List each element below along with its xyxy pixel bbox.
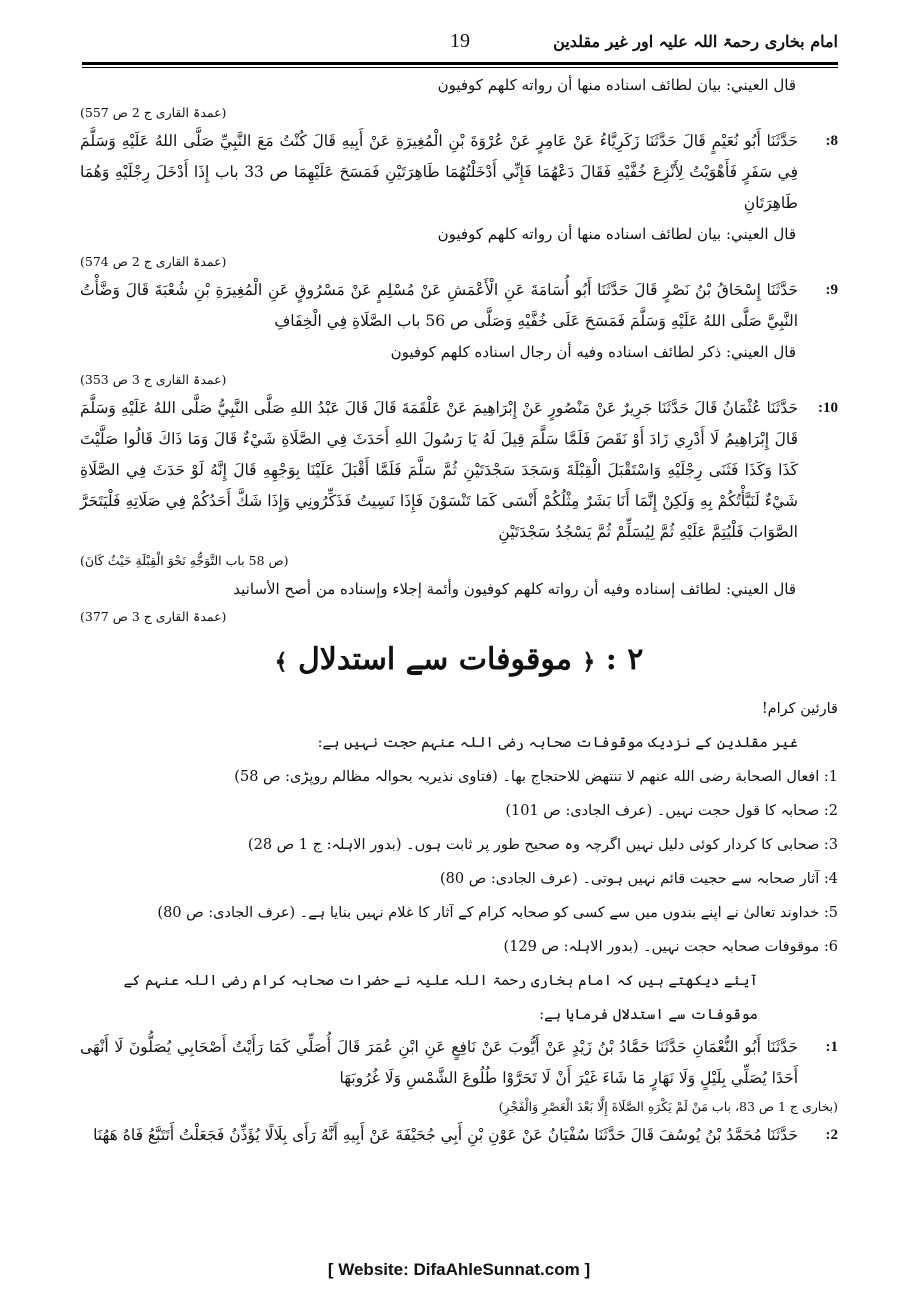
hadith-text: حَدَّثَنَا إِسْحَاقُ بْنُ نَصْرٍ قَالَ حَدَّثَنَا أَبُو أُسَامَةَ عَنِ الْأَعْمَشِ عَنْ مُسْلِمٍ عَنْ مَسْرُوقٍ عَنِ الْمُغِيرَةِ بْنِ شُعْبَةَ قَالَ وَضَّأْتُ النَّبِيَّ صَلَّى اللهُ عَلَيْهِ وَسَلَّمَ فَمَسَحَ عَلَى خُفَّيْهِ وَصَلَّى ص 56 باب الصَّلَاةِ فِي الْخِفَافِ <box>80 281 798 330</box>
reference: (عمدۃ القاری ج 3 ص 377) <box>80 609 227 624</box>
header-rule-thin <box>82 67 838 68</box>
transition-text: آیئے دیکھتے ہیں کہ امام بخاری رحمۃ اللہ علیہ نے حضرات صحابہ کرام رضی اللہ عنہم کے موقوفات سے استدلال فرمایا ہے: <box>123 973 758 1023</box>
ayni-commentary: قال العيني: بيان لطائف اسناده منها أن رواته كلهم كوفيون <box>437 225 796 243</box>
reference: (عمدۃ القاری ج 2 ص 557) <box>80 105 227 120</box>
reference: (عمدۃ القاری ج 2 ص 574) <box>80 254 227 269</box>
website-footer: [ Website: DifaAhleSunnat.com ] <box>327 1260 591 1279</box>
hadith-text: حَدَّثَنَا أَبُو نُعَيْمٍ قَالَ حَدَّثَنَا زَكَرِيَّاءُ عَنْ عَامِرٍ عَنْ عُرْوَةَ بْنِ الْمُغِيرَةِ عَنْ أَبِيهِ قَالَ كُنْتُ مَعَ النَّبِيِّ صَلَّى اللهُ عَلَيْهِ وَسَلَّمَ فِي سَفَرٍ فَأَهْوَيْتُ لِأَنْزِعَ خُفَّيْهِ فَقَالَ دَعْهُمَا فَإِنِّي أَدْخَلْتُهُمَا طَاهِرَتَيْنِ فَمَسَحَ عَلَيْهِمَا ص 33 باب إِذَا أَدْخَلَ رِجْلَيْهِ وَهُمَا طَاهِرَتَانِ <box>80 132 798 212</box>
hadith-number: 9: <box>825 282 838 298</box>
page-header <box>82 30 838 60</box>
athar-number: 2: <box>825 1127 838 1143</box>
page-body <box>80 70 838 1151</box>
section-number: ۲ : <box>605 642 644 677</box>
point-item: 2: صحابہ کا قول حجت نہیں۔ (عرف الجادی: ص 101) <box>505 803 838 819</box>
point-item: 4: آثار صحابہ سے حجیت قائم نہیں ہوتی۔ (عرف الجادی: ص 80) <box>439 871 838 887</box>
hadith-entry <box>80 126 838 219</box>
bab-reference: (ص 58 باب التَّوَجُّهِ نَحْوَ الْقِبْلَةِ حَيْثُ كَانَ) <box>80 553 289 568</box>
hadith-entry <box>80 275 838 337</box>
section-heading <box>80 630 838 692</box>
hadith-number: 8: <box>825 133 838 149</box>
ayni-commentary: قال العيني: لطائف إسناده وفيه أن رواته كلهم كوفيون وأئمة إجلاء وإسناده من أصح الأسانيد <box>233 580 796 598</box>
ayni-commentary: قال العيني: ذكر لطائف اسناده وفيه أن رجال اسناده كلهم كوفيون <box>390 343 796 361</box>
athar-text: حَدَّثَنَا مُحَمَّدُ بْنُ يُوسُفَ قَالَ حَدَّثَنَا سُفْيَانُ عَنْ عَوْنِ بْنِ أَبِي جُحَيْفَةَ عَنْ أَبِيهِ أَنَّهُ رَأَى بِلَالًا يُؤَذِّنُ فَجَعَلْتُ أَتَتَبَّعُ فَاهُ هَهُنَا <box>93 1126 798 1144</box>
athar-entry <box>80 1032 838 1094</box>
ornament-left: ﴾ <box>274 649 288 675</box>
book-title: امام بخاری رحمۃ اللہ علیہ اور غیر مقلدین <box>553 32 838 51</box>
point-item: 6: موقوفات صحابہ حجت نہیں۔ (بدور الاہلہ: ص 129) <box>503 939 838 955</box>
reference: (بخاری ج 1 ص 83، باب مَنْ لَمْ يَكْرَهِ الصَّلَاةَ إِلَّا بَعْدَ الْعَصْرِ وَالْفَجْرِ) <box>498 1099 838 1114</box>
ornament-right: ﴿ <box>582 649 596 675</box>
header-rule <box>82 62 838 65</box>
point-item: 1: افعال الصحابة رضی الله عنهم لا تنتهض للاحتجاج بها۔ (فتاوی نذیریہ بحوالہ مظالم روپڑی: ص 58) <box>234 769 838 785</box>
hadith-text: حَدَّثَنَا عُثْمَانُ قَالَ حَدَّثَنَا جَرِيرٌ عَنْ مَنْصُورٍ عَنْ إِبْرَاهِيمَ عَنْ عَلْقَمَةَ قَالَ قَالَ عَبْدُ اللهِ صَلَّى النَّبِيُّ صَلَّى اللهُ عَلَيْهِ وَسَلَّمَ قَالَ إِبْرَاهِيمُ لَا أَدْرِي زَادَ أَوْ نَقَصَ فَلَمَّا سَلَّمَ قِيلَ لَهُ يَا رَسُولَ اللهِ أَحَدَثَ فِي الصَّلَاةِ شَيْءٌ قَالَ وَمَا ذَاكَ قَالُوا صَلَّيْتَ كَذَا وَكَذَا فَثَنَى رِجْلَيْهِ وَاسْتَقْبَلَ الْقِبْلَةَ وَسَجَدَ سَجْدَتَيْنِ ثُمَّ سَلَّمَ فَلَمَّا أَقْبَلَ عَلَيْنَا بِوَجْهِهِ قَالَ إِنَّهُ لَوْ حَدَثَ فِي الصَّلَاةِ شَيْءٌ لَنَبَّأْتُكُمْ بِهِ وَلَكِنْ إِنَّمَا أَنَا بَشَرٌ مِثْلُكُمْ أَنْسَى كَمَا تَنْسَوْنَ فَإِذَا نَسِيتُ فَذَكِّرُونِي وَإِذَا شَكَّ أَحَدُكُمْ فِي صَلَاتِهِ فَلْيَتَحَرَّ الصَّوَابَ فَلْيُتِمَّ عَلَيْهِ ثُمَّ لِيُسَلِّمْ ثُمَّ يَسْجُدُ سَجْدَتَيْنِ <box>80 399 798 541</box>
point-item: 3: صحابی کا کردار کوئی دلیل نہیں اگرچہ وہ صحیح طور پر ثابت ہوں۔ (بدور الاہلہ: ج 1 ص 28) <box>247 837 838 853</box>
reference: (عمدۃ القاری ج 3 ص 353) <box>80 372 227 387</box>
athar-text: حَدَّثَنَا أَبُو النُّعْمَانِ حَدَّثَنَا حَمَّادُ بْنُ زَيْدٍ عَنْ أَيُّوبَ عَنْ نَافِعٍ عَنِ ابْنِ عُمَرَ قَالَ أُصَلِّي كَمَا رَأَيْتُ أَصْحَابِي يُصَلُّونَ لَا أَنْهَى أَحَدًا يُصَلِّي بِلَيْلٍ وَلَا نَهَارٍ مَا شَاءَ غَيْرَ أَنْ لَا تَحَرَّوْا طُلُوعَ الشَّمْسِ وَلَا غُرُوبَهَا <box>80 1038 798 1087</box>
point-item: 5: خداوند تعالیٰ نے اپنے بندوں میں سے کسی کو صحابہ کرام کے آثار کا غلام نہیں بنایا ہے۔ (عرف الجادی: ص 80) <box>157 905 838 921</box>
athar-number: 1: <box>825 1039 838 1055</box>
intro-text: غیر مقلدین کے نزدیک موقوفات صحابہ رضی اللہ عنہم حجت نہیں ہے: <box>317 735 798 751</box>
athar-entry <box>80 1120 838 1151</box>
page-number: 19 <box>450 30 470 52</box>
section-title: موقوفات سے استدلال <box>297 642 572 677</box>
greeting: قارئین کرام! <box>761 701 838 717</box>
hadith-number: 10: <box>818 400 838 416</box>
hadith-entry <box>80 393 838 548</box>
ayni-commentary: قال العيني: بيان لطائف اسناده منها أن رواته كلهم كوفيون <box>437 76 796 94</box>
